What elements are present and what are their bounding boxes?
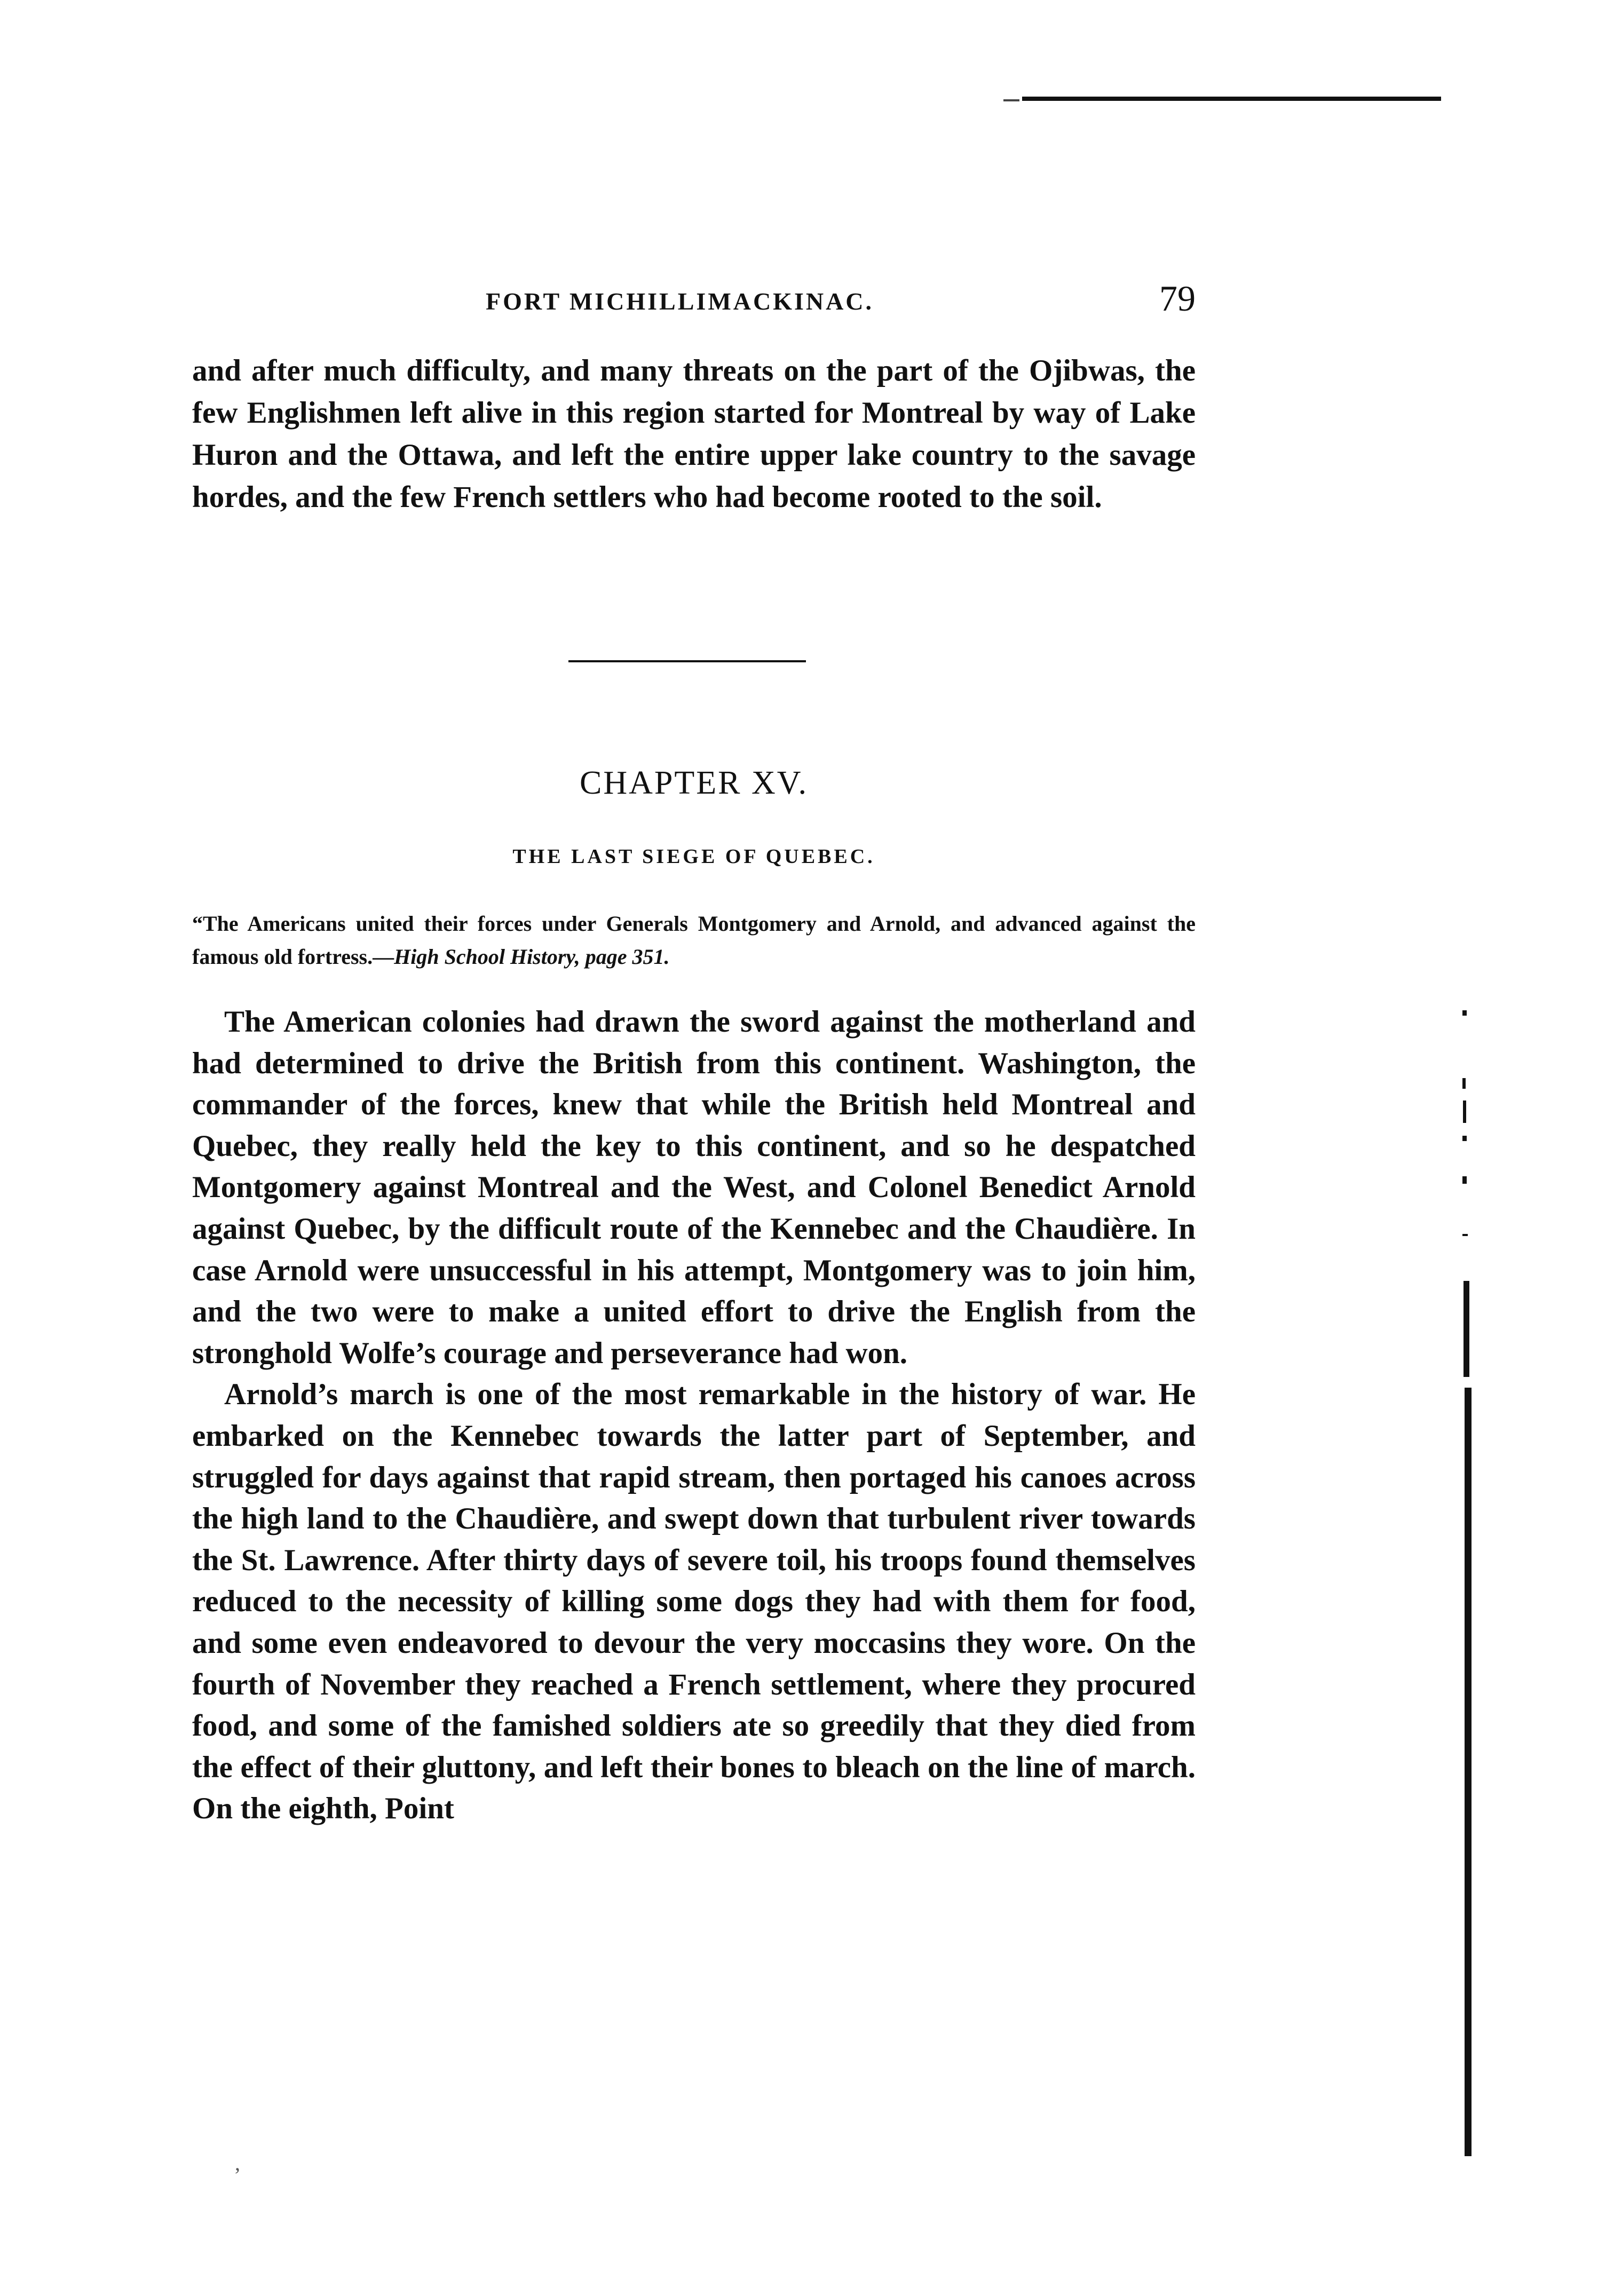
chapter-heading: CHAPTER XV. [579, 765, 809, 801]
scan-edge-mark [1463, 1101, 1466, 1123]
page-number: 79 [1159, 278, 1196, 319]
running-title: FORT MICHILLIMACKINAC. [486, 288, 874, 315]
scan-edge-mark [1462, 1234, 1468, 1236]
scan-edge-mark [1462, 1010, 1467, 1016]
body-paragraph: The American colonies had drawn the sword against the motherland and had determined to drive the British from this continent. Washington, the commander of the forces, knew that while the British held Montreal and Quebec, they really held the key to this continent, and so he despatched Montgomery against Montreal and the West, and Colonel Benedict Arnold against Quebec, by the difficult route of the Kennebec and the Chaudière. In case Arnold were unsuccessful in his attempt, Montgomery was to join him, and the two were to make a united effort to drive the English from the stronghold Wolfe’s courage and perseverance had won. [192, 1005, 1196, 1370]
body-paragraph: Arnold’s march is one of the most remarkable in the history of war. He embarked on the Kennebec towards the latter part of September, and struggled for days against that rapid stream, then portaged his canoes across the high land to the Chaudière, and swept down that turbulent river towards the St. Lawrence. After thirty days of severe toil, his troops found themselves reduced to the necessity of killing some dogs they had with them for food, and some even endeavored to devour the very moccasins they wore. On the fourth of November they reached a French settlement, where they procured food, and some of the famished soldiers ate so greedily that they died from the effect of their gluttony, and left their bones to bleach on the line of march. On the eighth, Point [192, 1377, 1196, 1826]
scan-speck: ’ [234, 2163, 241, 2187]
running-head [192, 278, 1196, 326]
opening-paragraph: and after much difficulty, and many threats on the part of the Ojibwas, the few Englishmen left alive in this region started for Montreal by way of Lake Huron and the Ottawa, and left the entire upper lake country to the savage hordes, and the few French settlers who had become rooted to the soil. [192, 354, 1196, 514]
scan-edge-mark [1462, 1176, 1467, 1184]
scan-edge-mark [1462, 1078, 1466, 1089]
epigraph-quote: “The Americans united their forces under Generals Montgomery and Arnold, and advanced against the famous old fortress.— [192, 912, 1196, 969]
scan-edge-mark [1462, 1136, 1467, 1141]
chapter-body [192, 1001, 1196, 1830]
epigraph [192, 907, 1196, 973]
epigraph-source: High School History, page 351. [394, 945, 670, 969]
scan-artifact-dash [1003, 99, 1019, 101]
scan-edge-mark [1465, 1388, 1472, 2156]
section-divider [568, 660, 806, 662]
chapter-subtitle: THE LAST SIEGE OF QUEBEC. [512, 845, 875, 868]
scan-edge-mark [1463, 1281, 1469, 1377]
scan-artifact-rule [1022, 97, 1441, 101]
